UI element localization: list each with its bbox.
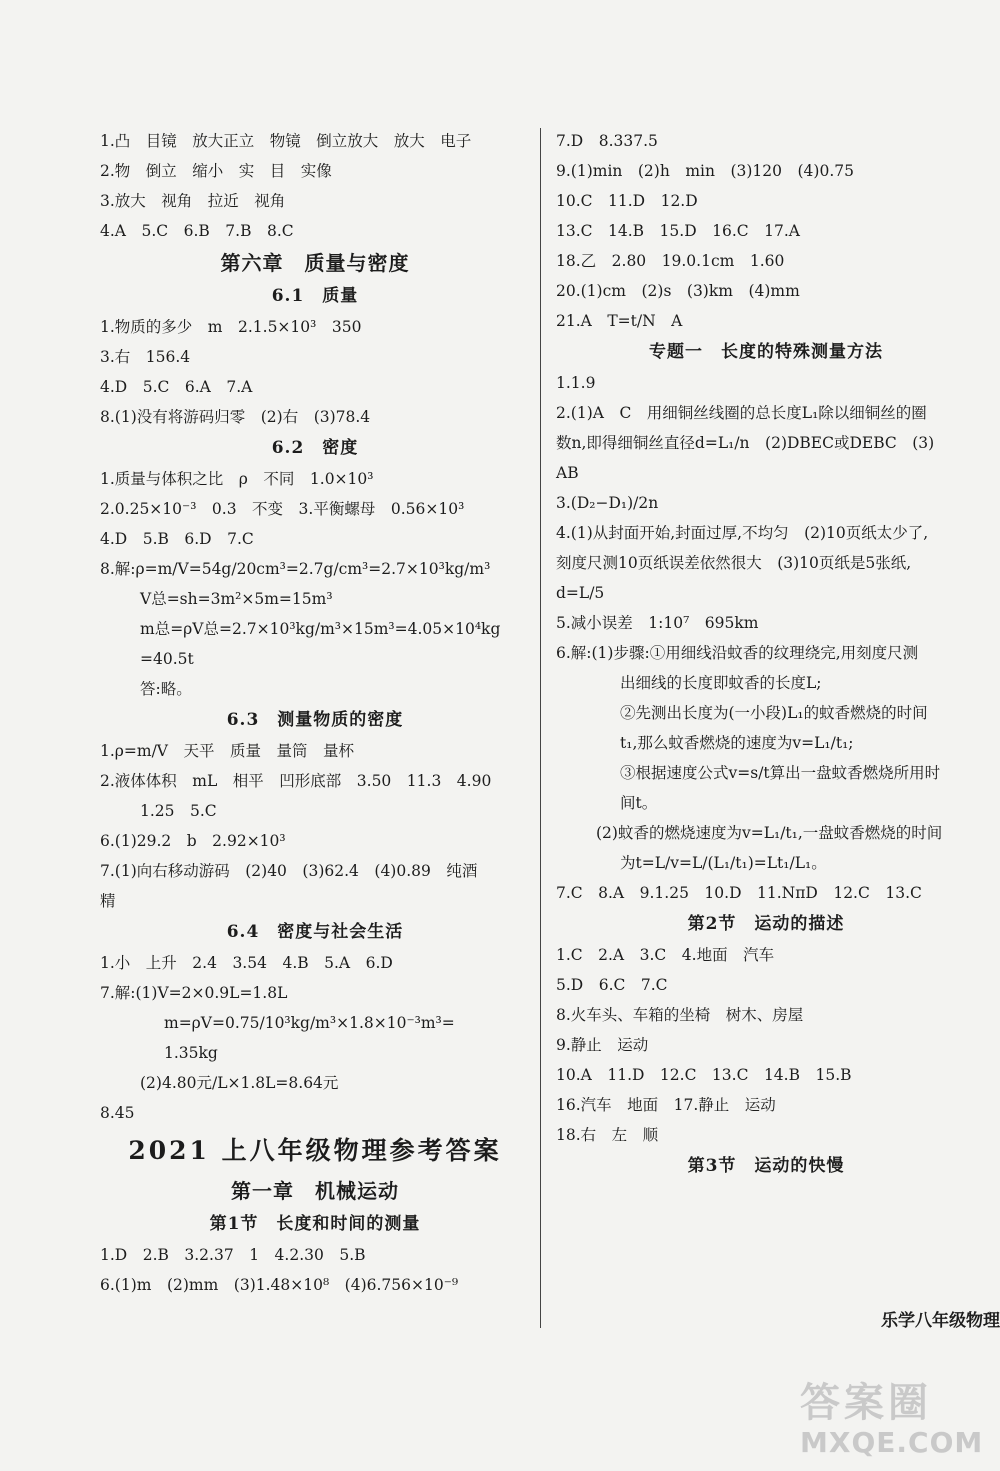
answer-line: 5.D 6.C 7.C — [556, 976, 668, 994]
answer-line: 10.C 11.D 12.D — [556, 192, 698, 210]
answer-line: 3.放大 视角 拉近 视角 — [100, 192, 286, 210]
answer-line: 2.(1)A C 用细铜丝线圈的总长度L₁除以细铜丝的圈 — [556, 404, 927, 422]
answer-line: 1.1.9 — [556, 374, 596, 392]
answer-line: 7.解:(1)V=2×0.9L=1.8L — [100, 984, 288, 1002]
answer-line: t₁,那么蚊香燃烧的速度为v=L₁/t₁; — [620, 734, 854, 752]
answer-line: 4.A 5.C 6.B 7.B 8.C — [100, 222, 294, 240]
answer-line: 1.C 2.A 3.C 4.地面 汽车 — [556, 946, 775, 964]
answer-line: 7.C 8.A 9.1.25 10.D 11.NπD 12.C 13.C — [556, 884, 922, 902]
answer-line: 6.(1)m (2)mm (3)1.48×10⁸ (4)6.756×10⁻⁹ — [100, 1276, 459, 1294]
answer-line: 16.汽车 地面 17.静止 运动 — [556, 1096, 776, 1114]
answer-line: 8.解:ρ=m/V=54g/20cm³=2.7g/cm³=2.7×10³kg/m³ — [100, 560, 491, 578]
answer-line: 3.右 156.4 — [100, 348, 191, 366]
answer-line: 5.减小误差 1:10⁷ 695km — [556, 614, 759, 632]
answer-line: 7.D 8.337.5 — [556, 132, 658, 150]
answer-line: 出细线的长度即蚊香的长度L; — [620, 674, 822, 692]
answer-line: 3.(D₂−D₁)/2n — [556, 494, 659, 512]
answer-line: 数n,即得细铜丝直径d=L₁/n (2)DBEC或DEBC (3) — [556, 434, 935, 452]
answer-line: 20.(1)cm (2)s (3)km (4)mm — [556, 282, 800, 300]
answer-line: 1.小 上升 2.4 3.54 4.B 5.A 6.D — [100, 954, 393, 972]
answer-line: 为t=L/v=L/(L₁/t₁)=Lt₁/L₁。 — [620, 854, 827, 872]
answer-line: 8.45 — [100, 1104, 135, 1122]
answer-line: 间t。 — [620, 794, 658, 812]
section-heading: 第六章 质量与密度 — [220, 251, 410, 275]
answer-line: 4.D 5.B 6.D 7.C — [100, 530, 254, 548]
answer-line: 答:略。 — [140, 680, 192, 698]
answer-line: 9.静止 运动 — [556, 1036, 649, 1054]
answer-line: 9.(1)min (2)h min (3)120 (4)0.75 — [556, 162, 854, 180]
answer-line: 4.D 5.C 6.A 7.A — [100, 378, 253, 396]
answer-line: (2)4.80元/L×1.8L=8.64元 — [140, 1074, 339, 1092]
answer-line: =40.5t — [140, 650, 194, 668]
answer-line: 10.A 11.D 12.C 13.C 14.B 15.B — [556, 1066, 852, 1084]
answer-line: 1.质量与体积之比 ρ 不同 1.0×10³ — [100, 470, 374, 488]
answer-line: ②先测出长度为(一小段)L₁的蚊香燃烧的时间 — [620, 704, 928, 722]
answer-line: m总=ρV总=2.7×10³kg/m³×15m³=4.05×10⁴kg — [140, 620, 501, 638]
answer-line: (2)蚊香的燃烧速度为v=L₁/t₁,一盘蚊香燃烧的时间 — [596, 824, 943, 842]
answer-line: m=ρV=0.75/10³kg/m³×1.8×10⁻³m³= — [164, 1014, 455, 1032]
section-heading: 6.3 测量物质的密度 — [226, 710, 404, 730]
answer-line: 2.液体体积 mL 相平 凹形底部 3.50 11.3 4.90 — [100, 772, 492, 790]
section-heading: 第2节 运动的描述 — [687, 914, 845, 934]
answer-line: ③根据速度公式v=s/t算出一盘蚊香燃烧所用时 — [620, 764, 941, 782]
answer-line: AB — [556, 464, 579, 482]
section-heading: 6.4 密度与社会生活 — [226, 922, 404, 942]
answer-line: 8.火车头、车箱的坐椅 树木、房屋 — [556, 1006, 804, 1024]
answer-line: 18.右 左 顺 — [556, 1126, 659, 1144]
answer-line: 1.凸 目镜 放大正立 物镜 倒立放大 放大 电子 — [100, 132, 472, 150]
answer-line: 精 — [100, 892, 116, 910]
answer-line: 21.A T=t/N A — [556, 312, 683, 330]
answer-line: 7.(1)向右移动游码 (2)40 (3)62.4 (4)0.89 纯酒 — [100, 862, 478, 880]
answer-line: 13.C 14.B 15.D 16.C 17.A — [556, 222, 800, 240]
answer-line: 刻度尺测10页纸误差依然很大 (3)10页纸是5张纸, — [556, 554, 912, 572]
watermark-logo: 答案圈 MXQE.COM — [800, 1380, 984, 1459]
left-column — [100, 126, 530, 1300]
section-heading: 第一章 机械运动 — [231, 1179, 399, 1203]
book-footer: 乐学八年级物理 — [881, 1311, 1000, 1331]
answer-line: 1.25 5.C — [140, 802, 217, 820]
section-heading: 第3节 运动的快慢 — [687, 1156, 845, 1176]
section-heading: 专题一 长度的特殊测量方法 — [649, 342, 883, 362]
answer-line: 1.物质的多少 m 2.1.5×10³ 350 — [100, 318, 362, 336]
answer-line: 8.(1)没有将游码归零 (2)右 (3)78.4 — [100, 408, 371, 426]
answer-line: 2.物 倒立 缩小 实 目 实像 — [100, 162, 332, 180]
answer-line: 2.0.25×10⁻³ 0.3 不变 3.平衡螺母 0.56×10³ — [100, 500, 465, 518]
answer-line: 4.(1)从封面开始,封面过厚,不均匀 (2)10页纸太少了, — [556, 524, 929, 542]
answer-line: 18.乙 2.80 19.0.1cm 1.60 — [556, 252, 785, 270]
answer-line: V总=sh=3m²×5m=15m³ — [140, 590, 333, 608]
answer-line: 1.D 2.B 3.2.37 1 4.2.30 5.B — [100, 1246, 366, 1264]
answer-line: d=L/5 — [556, 584, 605, 602]
column-divider — [540, 128, 541, 1328]
right-column — [556, 126, 976, 1182]
answer-line: 1.35kg — [164, 1044, 218, 1062]
section-heading: 2021 上八年级物理参考答案 — [128, 1136, 502, 1165]
section-heading: 6.1 质量 — [271, 286, 359, 306]
answer-line: 6.(1)29.2 b 2.92×10³ — [100, 832, 286, 850]
section-heading: 第1节 长度和时间的测量 — [209, 1214, 421, 1234]
section-heading: 6.2 密度 — [271, 438, 359, 458]
answer-line: 6.解:(1)步骤:①用细线沿蚊香的纹理绕完,用刻度尺测 — [556, 644, 919, 662]
answer-line: 1.ρ=m/V 天平 质量 量筒 量杯 — [100, 742, 355, 760]
